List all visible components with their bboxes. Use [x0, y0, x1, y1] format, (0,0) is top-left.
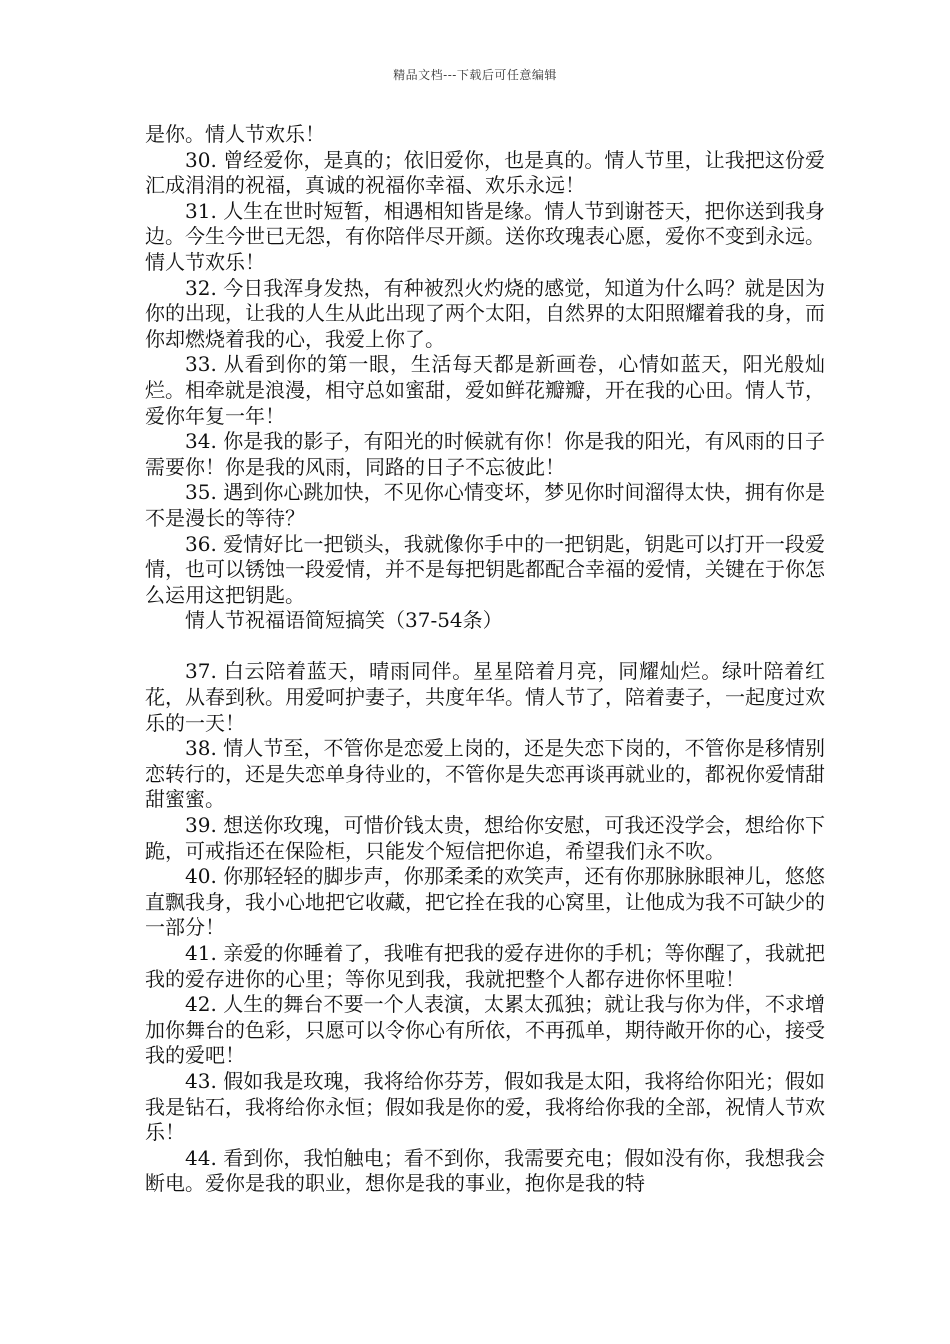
list-item: 40. 你那轻轻的脚步声，你那柔柔的欢笑声，还有你那脉脉眼神儿，悠悠直飘我身，我小心地把它收藏，把它拴在我的心窝里，让他成为我不可缺少的一部分！ — [145, 864, 825, 940]
list-item: 37. 白云陪着蓝天，晴雨同伴。星星陪着月亮，同耀灿烂。绿叶陪着红花，从春到秋。用爱呵护妻子，共度年华。情人节了，陪着妻子，一起度过欢乐的一天！ — [145, 659, 825, 735]
list-item: 33. 从看到你的第一眼，生活每天都是新画卷，心情如蓝天，阳光般灿烂。相牵就是浪漫，相守总如蜜甜，爱如鲜花瓣瓣，开在我的心田。情人节，爱你年复一年！ — [145, 352, 825, 428]
page-header: 精品文档---下载后可任意编辑 — [393, 68, 557, 82]
list-item: 39. 想送你玫瑰，可惜价钱太贵，想给你安慰，可我还没学会，想给你下跪，可戒指还在保险柜，只能发个短信把你追，希望我们永不吹。 — [145, 813, 825, 863]
list-item: 42. 人生的舞台不要一个人表演，太累太孤独；就让我与你为伴，不求增加你舞台的色彩，只愿可以令你心有所依，不再孤单，期待敞开你的心，接受我的爱吧！ — [145, 992, 825, 1068]
list-item: 41. 亲爱的你睡着了，我唯有把我的爱存进你的手机；等你醒了，我就把我的爱存进你的心里；等你见到我，我就把整个人都存进你怀里啦！ — [145, 941, 825, 991]
list-item: 35. 遇到你心跳加快，不见你心情变坏，梦见你时间溜得太快，拥有你是不是漫长的等待？ — [145, 480, 825, 530]
list-item: 34. 你是我的影子，有阳光的时候就有你！你是我的阳光，有风雨的日子需要你！你是我的风雨，同路的日子不忘彼此！ — [145, 429, 825, 479]
list-item: 43. 假如我是玫瑰，我将给你芬芳，假如我是太阳，我将给你阳光；假如我是钻石，我将给你永恒；假如我是你的爱，我将给你我的全部，祝情人节欢乐！ — [145, 1068, 825, 1145]
blank-line — [145, 634, 825, 660]
document-body — [145, 122, 825, 1197]
list-item: 36. 爱情好比一把锁头，我就像你手中的一把钥匙，钥匙可以打开一段爱情，也可以锈蚀一段爱情，并不是每把钥匙都配合幸福的爱情，关键在于你怎么运用这把钥匙。 — [145, 531, 825, 607]
continuation-paragraph: 是你。情人节欢乐！ — [145, 122, 325, 146]
list-item: 31. 人生在世时短暂，相遇相知皆是缘。情人节到谢苍天，把你送到我身边。今生今世已无怨，有你陪伴尽开颜。送你玫瑰表心愿，爱你不变到永远。情人节欢乐！ — [145, 198, 825, 274]
list-item: 30. 曾经爱你，是真的；依旧爱你，也是真的。情人节里，让我把这份爱汇成涓涓的祝福，真诚的祝福你幸福、欢乐永远！ — [145, 147, 825, 198]
section-heading: 情人节祝福语简短搞笑（37-54条） — [185, 608, 503, 633]
list-item: 38. 情人节至，不管你是恋爱上岗的，还是失恋下岗的，不管你是移情别恋转行的，还是失恋单身待业的，不管你是失恋再谈再就业的，都祝你爱情甜甜蜜蜜。 — [145, 736, 825, 812]
list-item: 32. 今日我浑身发热，有种被烈火灼烧的感觉，知道为什么吗？就是因为你的出现，让我的人生从此出现了两个太阳，自然界的太阳照耀着我的身，而你却燃烧着我的心，我爱上你了。 — [145, 275, 825, 351]
list-item: 44. 看到你，我怕触电；看不到你，我需要充电；假如没有你，我想我会断电。爱你是我的职业，想你是我的事业，抱你是我的特 — [145, 1145, 825, 1196]
